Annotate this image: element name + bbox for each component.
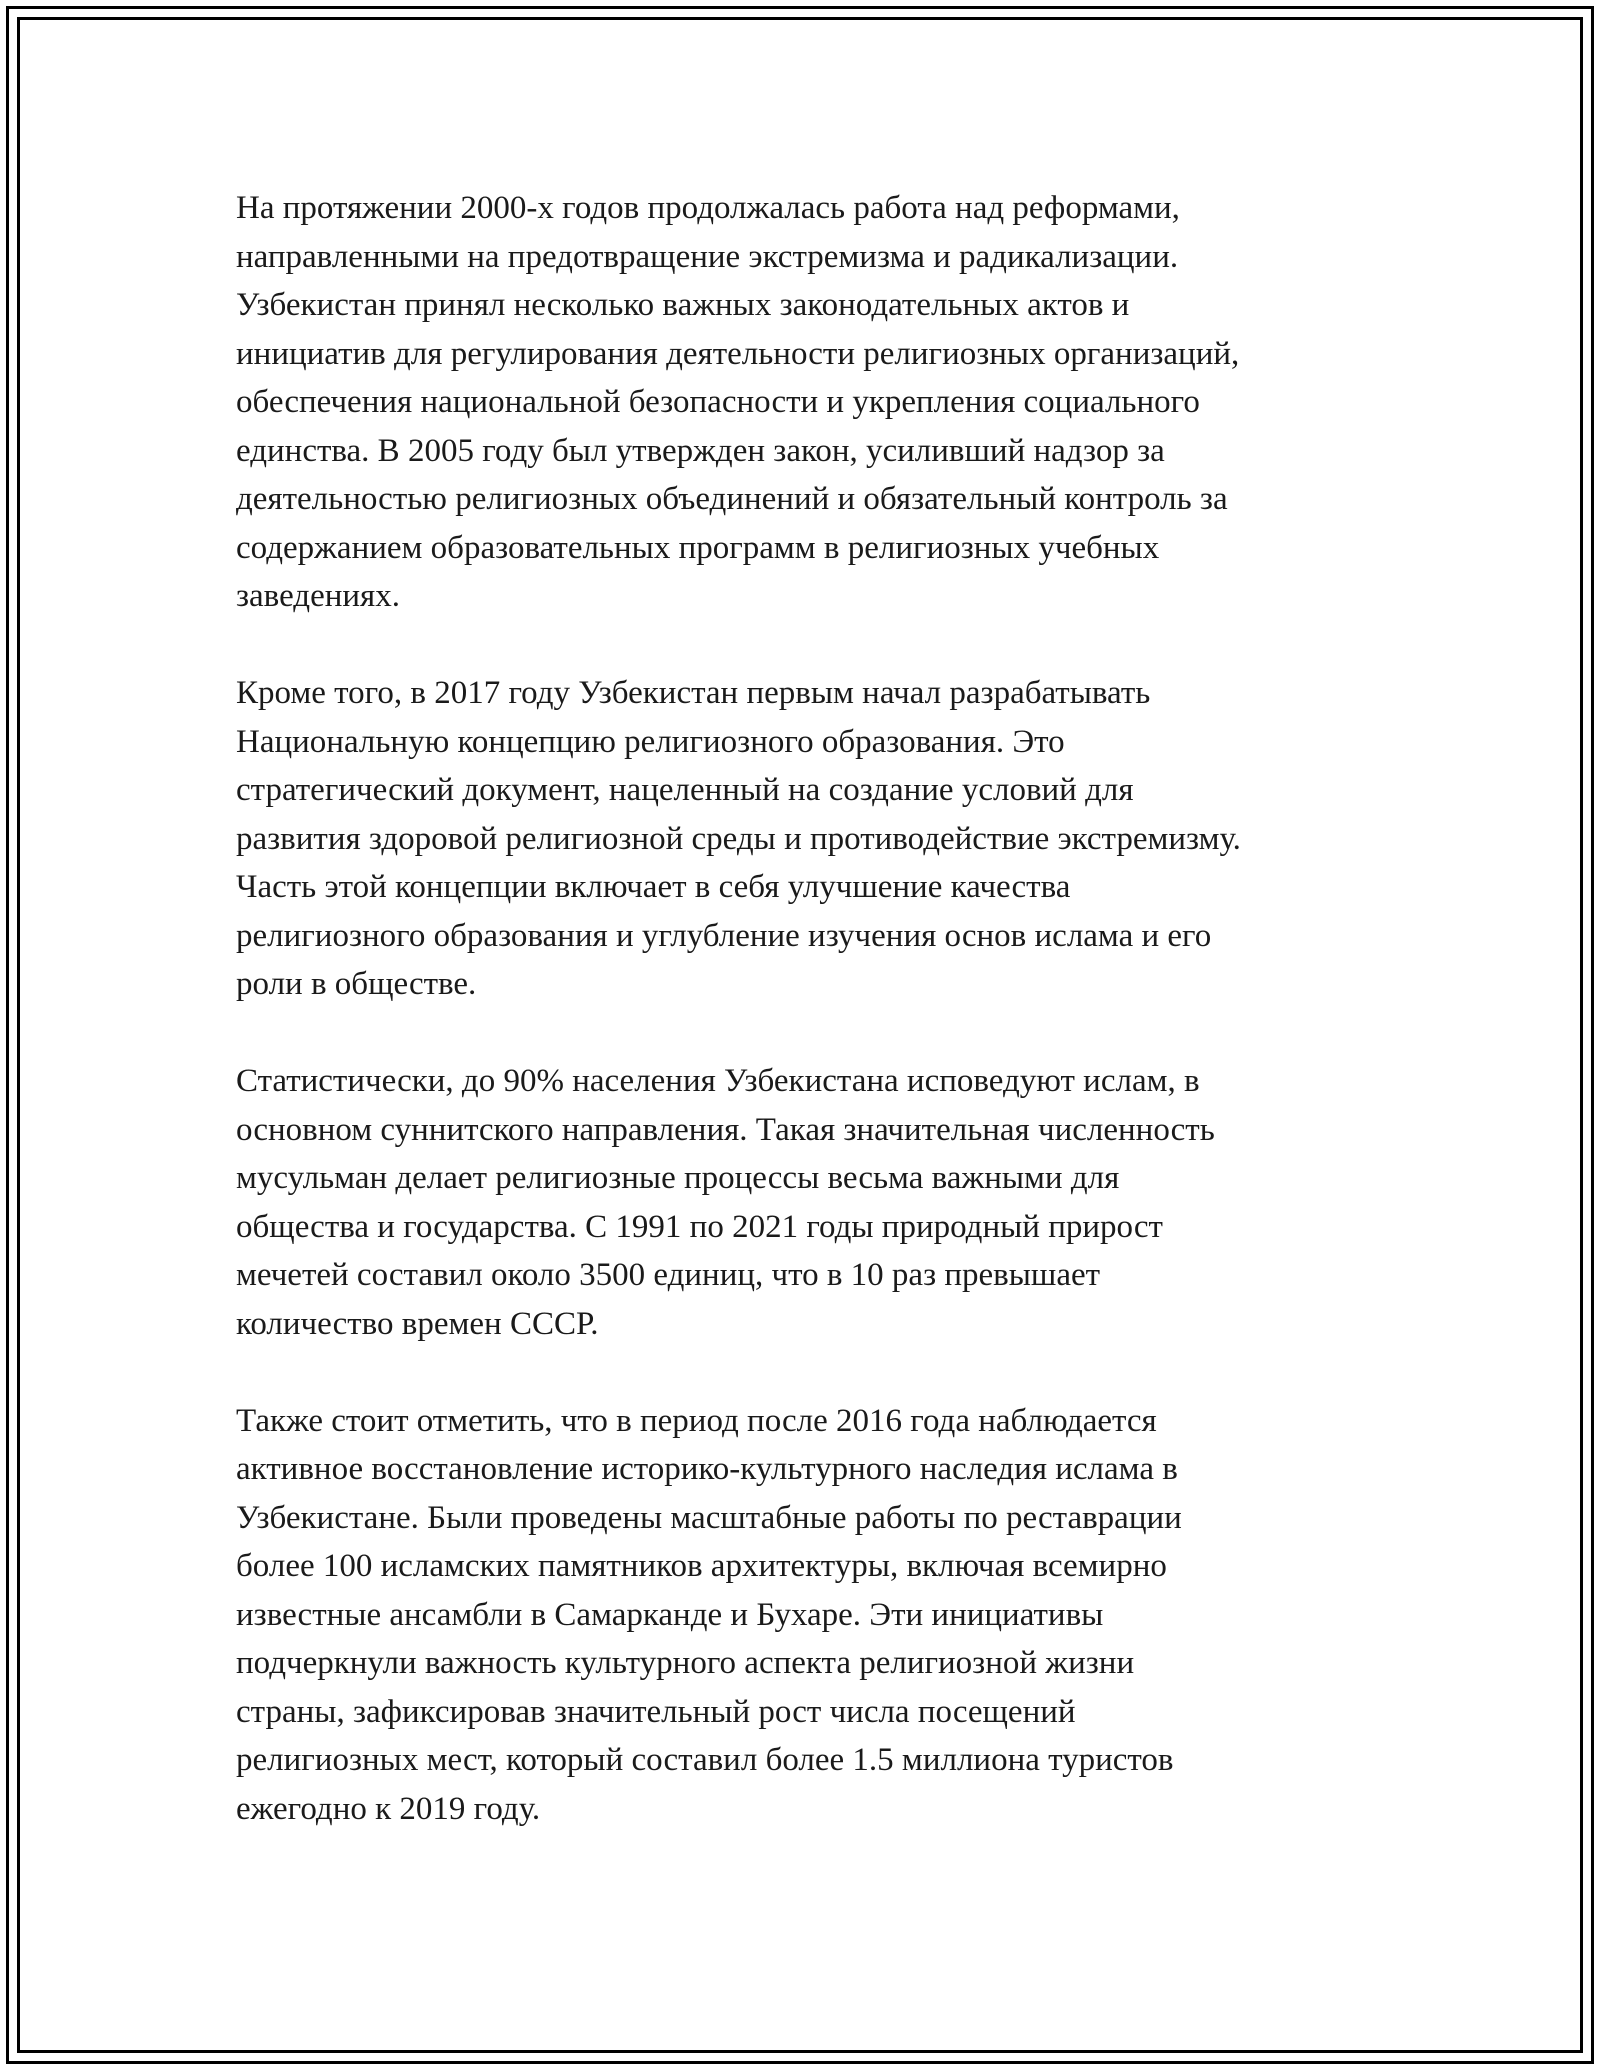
paragraph-religious-education-concept: Кроме того, в 2017 году Узбекистан первым начал разрабатывать Национальную концепцию религиозного образования. Это стратегический документ, нацеленный на создание условий для развития здоровой религиозной среды и противодействие экстремизму. Часть этой концепции включает в себя улучшение качества религиозного образования и углубление изучения основ ислама и его роли в обществе. — [236, 675, 1241, 1002]
document-body — [236, 184, 1376, 1882]
paragraph-statistics: Статистически, до 90% населения Узбекистана исповедуют ислам, в основном суннитского направления. Такая значительная численность мусульман делает религиозные процессы весьма важными для общества и государства. С 1991 по 2021 годы природный прирост мечетей составил около 3500 единиц, что в 10 раз превышает количество времен СССР. — [236, 1063, 1215, 1342]
paragraph-heritage-restoration: Также стоит отметить, что в период после 2016 года наблюдается активное восстановление историко-культурного наследия ислама в Узбекистане. Были проведены масштабные работы по реставрации более 100 исламских памятников архитектуры, включая всемирно известные ансамбли в Самарканде и Бухаре. Эти инициативы подчеркнули важность культурного аспекта религиозной жизни страны, зафиксировав значительный рост числа посещений религиозных мест, который составил более 1.5 миллиона туристов ежегодно к 2019 году. — [236, 1402, 1182, 1827]
paragraph-reforms-2000s: На протяжении 2000-х годов продолжалась работа над реформами, направленными на предотвращение экстремизма и радикализации. Узбекистан принял несколько важных законодательных актов и инициатив для регулирования деятельности религиозных организаций, обеспечения национальной безопасности и укрепления социального единства. В 2005 году был утвержден закон, усиливший надзор за деятельностью религиозных объединений и обязательный контроль за содержанием образовательных программ в религиозных учебных заведениях. — [236, 190, 1240, 614]
